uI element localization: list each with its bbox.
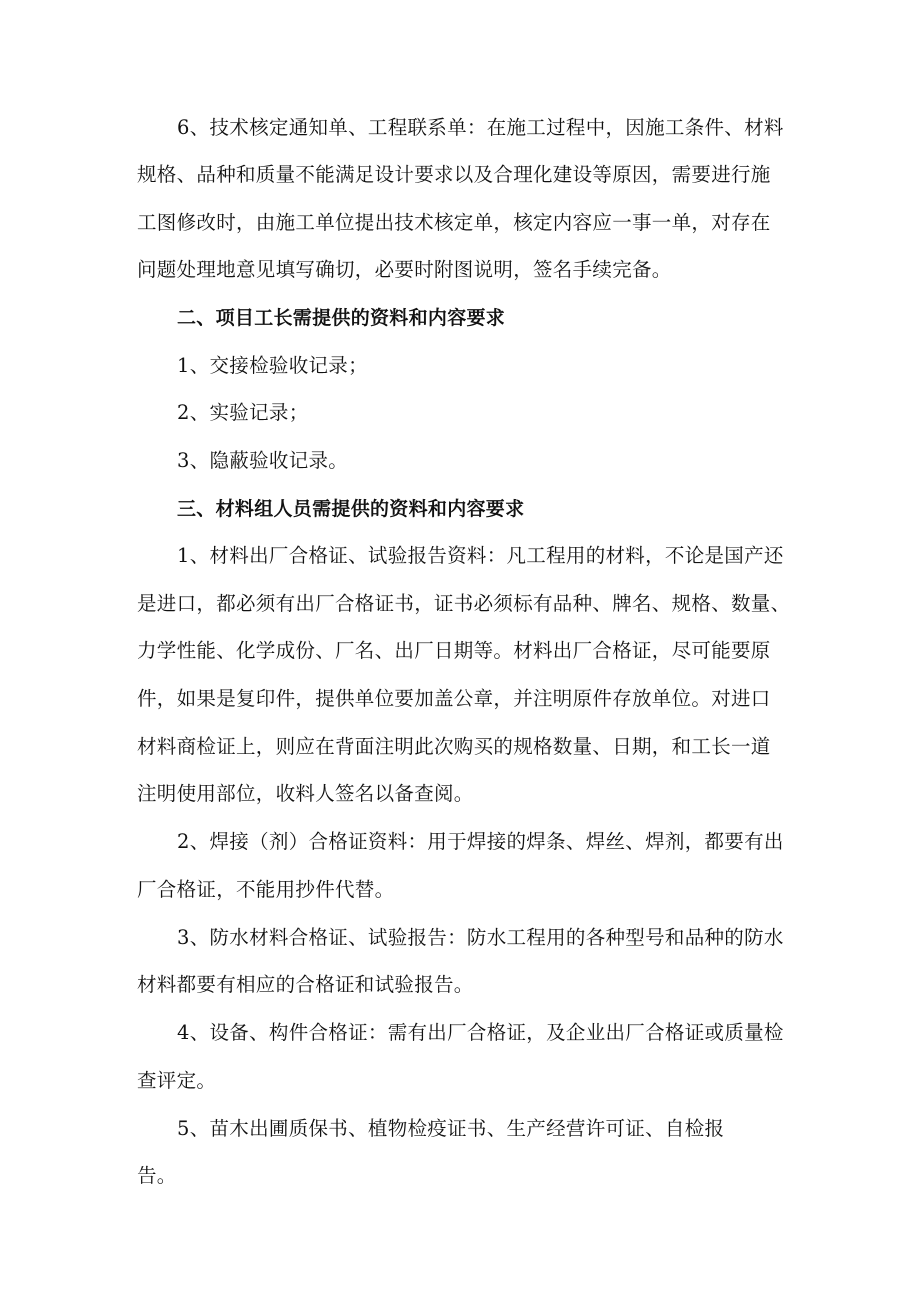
paragraph-3-2-line-2: 厂合格证，不能用抄件代替。	[137, 878, 395, 901]
paragraph-3-5-line-1: 5、苗木出圃质保书、植物检疫证书、生产经营许可证、自检报	[177, 1117, 725, 1140]
paragraph-3-1-line-5: 材料商检证上，则应在背面注明此次购买的规格数量、日期，和工长一道	[137, 735, 771, 758]
paragraph-6-line-3: 工图修改时，由施工单位提出技术核定单，核定内容应一事一单，对存在	[137, 211, 771, 234]
paragraph-3-1-line-2: 是进口，都必须有出厂合格证书，证书必须标有品种、牌名、规格、数量、	[137, 592, 791, 615]
section-heading-3: 三、材料组人员需提供的资料和内容要求	[177, 498, 525, 520]
paragraph-3-1-line-3: 力学性能、化学成份、厂名、出厂日期等。材料出厂合格证，尽可能要原	[137, 639, 771, 662]
paragraph-6-line-4: 问题处理地意见填写确切，必要时附图说明，签名手续完备。	[137, 258, 672, 281]
list-item-2: 2、实验记录；	[177, 401, 309, 424]
paragraph-3-4-line-2: 查评定。	[137, 1069, 217, 1092]
list-item-1: 1、交接检验收记录；	[177, 354, 368, 377]
list-item-3: 3、隐蔽验收记录。	[177, 449, 349, 472]
paragraph-3-4-line-1: 4、设备、构件合格证：需有出厂合格证，及企业出厂合格证或质量检	[177, 1021, 784, 1044]
paragraph-6-line-1: 6、技术核定通知单、工程联系单：在施工过程中，因施工条件、材料	[177, 116, 784, 139]
paragraph-3-1-line-6: 注明使用部位，收料人签名以备查阅。	[137, 782, 474, 805]
section-heading-2: 二、项目工长需提供的资料和内容要求	[177, 307, 506, 329]
paragraph-3-1-line-4: 件，如果是复印件，提供单位要加盖公章，并注明原件存放单位。对进口	[137, 687, 771, 710]
paragraph-3-2-line-1: 2、焊接（剂）合格证资料：用于焊接的焊条、焊丝、焊剂，都要有出	[177, 830, 784, 853]
paragraph-3-3-line-2: 材料都要有相应的合格证和试验报告。	[137, 973, 474, 996]
paragraph-3-3-line-1: 3、防水材料合格证、试验报告：防水工程用的各种型号和品种的防水	[177, 926, 784, 949]
paragraph-6-line-2: 规格、品种和质量不能满足设计要求以及合理化建设等原因，需要进行施	[137, 163, 771, 186]
paragraph-3-5-line-2: 告。	[137, 1164, 177, 1187]
paragraph-3-1-line-1: 1、材料出厂合格证、试验报告资料：凡工程用的材料，不论是国产还	[177, 544, 784, 567]
